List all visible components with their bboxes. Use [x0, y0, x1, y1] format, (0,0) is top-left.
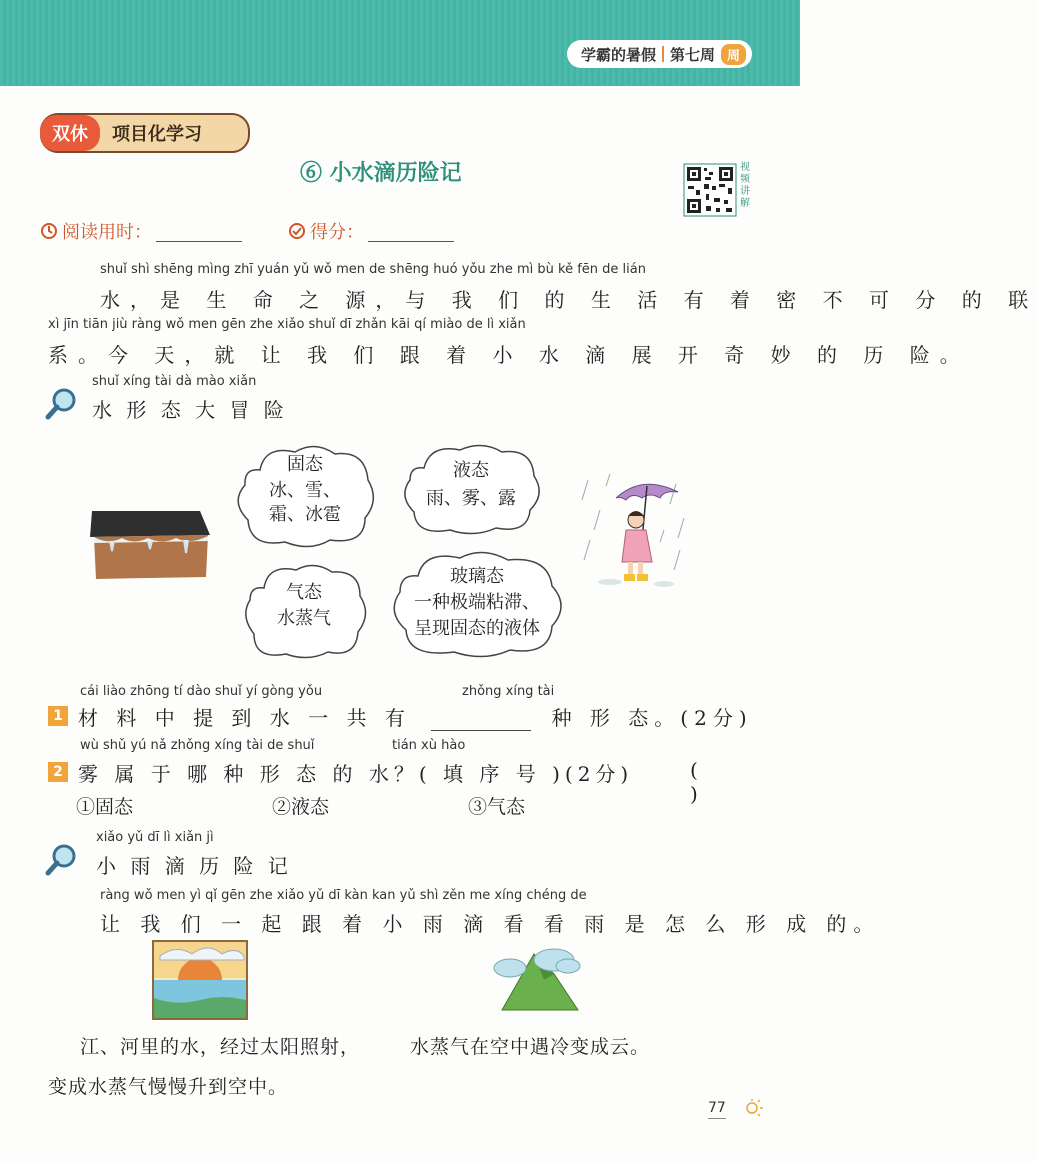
score-field: [288, 218, 454, 244]
series-title: 学霸的暑假: [580, 45, 656, 64]
reading-time-field: [40, 218, 242, 244]
reading-time-label: 阅读用时：: [62, 222, 152, 243]
q2-answer-paren[interactable]: ( ): [690, 758, 738, 806]
badge-divider: [662, 46, 664, 62]
q1-text-b: 种 形 态。(2分): [551, 706, 753, 730]
cloud-liquid: [396, 440, 546, 536]
section-pill: [40, 113, 250, 153]
cloud-solid-line1: 冰、雪、: [269, 480, 341, 501]
series-badge: [567, 40, 752, 68]
cloud-solid-line2: 霜、冰雹: [269, 504, 341, 525]
cloud-solid-title: 固态: [287, 454, 323, 475]
reading-time-blank[interactable]: [156, 221, 242, 242]
caption-left-line1: 江、河里的水，经过太阳照射，: [80, 1036, 361, 1058]
q2-option-2[interactable]: ②液态: [272, 796, 330, 818]
q1-text: [78, 702, 753, 731]
cloud-glass-line2: 呈现固态的液体: [414, 618, 540, 639]
girl-umbrella-illustration: [580, 470, 690, 594]
intro-pinyin-2: xì jīn tiān jiù ràng wǒ men gēn zhe xiǎo shuǐ dī zhǎn kāi qí miào de lì xiǎn: [48, 317, 526, 332]
q1-pinyin-b: zhǒng xíng tài: [462, 684, 555, 699]
sun-river-illustration: [152, 940, 248, 1020]
cloud-liquid-title: 液态: [453, 460, 489, 481]
q1-text-a: 材 料 中 提 到 水 一 共 有: [78, 706, 411, 730]
q2-option-1[interactable]: ①固态: [76, 796, 134, 818]
q2-option-3[interactable]: ③气态: [468, 796, 526, 818]
q2-number: 2: [48, 762, 68, 782]
section1-title: 水 形 态 大 冒 险: [92, 398, 288, 422]
pill-weekend: 双休: [40, 115, 100, 151]
snowy-roof-illustration: [88, 505, 212, 583]
cloud-gas-title: 气态: [286, 582, 322, 603]
check-icon: [288, 222, 306, 240]
intro-text-1: 水，是 生 命 之 源，与 我 们 的 生 活 有 着 密 不 可 分 的 联: [100, 288, 1038, 312]
section2-intro-text: 让 我 们 一 起 跟 着 小 雨 滴 看 看 雨 是 怎 么 形 成 的。: [100, 912, 881, 936]
q1-pinyin-a: cái liào zhōng tí dào shuǐ yí gòng yǒu: [80, 684, 323, 699]
pill-project: 项目化学习: [112, 124, 202, 145]
q2-pinyin-a: wù shǔ yú nǎ zhǒng xíng tài de shuǐ: [80, 738, 315, 753]
qr-code-icon[interactable]: [684, 164, 736, 216]
caption-left-line2: 变成水蒸气慢慢升到空中。: [48, 1076, 289, 1098]
mountain-cloud-illustration: [488, 940, 584, 1012]
qr-label: 视频讲解: [740, 162, 750, 209]
cloud-gas-line1: 水蒸气: [277, 608, 331, 629]
q1-answer-blank[interactable]: [431, 712, 531, 731]
q2-pinyin-b: tián xù hào: [392, 738, 466, 753]
section1-pinyin: shuǐ xíng tài dà mào xiǎn: [92, 374, 257, 389]
magnifier-icon: [44, 842, 80, 878]
intro-pinyin-1: shuǐ shì shēng mìng zhī yuán yǔ wǒ men de shēng huó yǒu zhe mì bù kě fēn de lián: [100, 262, 646, 277]
q1-number: 1: [48, 706, 68, 726]
section2-title: 小 雨 滴 历 险 记: [96, 854, 292, 878]
caption-right: 水蒸气在空中遇冷变成云。: [410, 1036, 651, 1058]
week-tag: 周: [721, 44, 746, 65]
score-blank[interactable]: [368, 221, 454, 242]
magnifier-icon: [44, 386, 80, 422]
clock-icon: [40, 222, 58, 240]
intro-text-2: 系。今 天，就 让 我 们 跟 着 小 水 滴 展 开 奇 妙 的 历 险。: [48, 343, 970, 367]
cloud-liquid-line1: 雨、雾、露: [426, 488, 516, 509]
page-title: ⑥ 小水滴历险记: [300, 160, 462, 186]
cloud-glass: [384, 546, 570, 660]
section2-pinyin: xiǎo yǔ dī lì xiǎn jì: [96, 830, 214, 845]
week-label: 第七周: [669, 45, 715, 64]
q2-text: 雾 属 于 哪 种 形 态 的 水？( 填 序 号 )(2分): [78, 762, 634, 786]
cloud-gas: [238, 560, 370, 660]
cloud-glass-line1: 一种极端粘滞、: [414, 592, 540, 613]
cloud-solid: [230, 440, 380, 550]
score-label: 得分：: [310, 222, 364, 243]
section2-intro-pinyin: ràng wǒ men yì qǐ gēn zhe xiǎo yǔ dī kàn kan yǔ shì zěn me xíng chéng de: [100, 888, 587, 903]
sun-swirl-icon: [738, 1098, 768, 1118]
cloud-glass-title: 玻璃态: [450, 566, 504, 587]
page-number: 77: [708, 1100, 726, 1119]
